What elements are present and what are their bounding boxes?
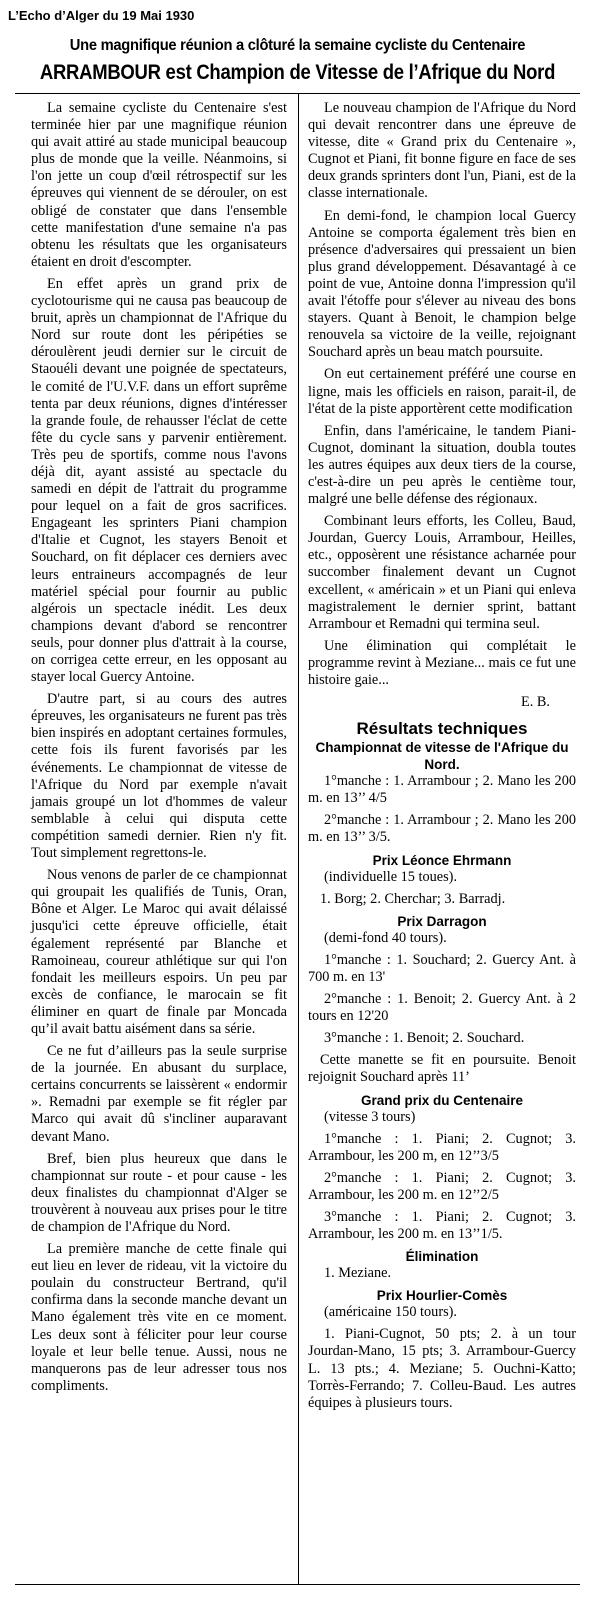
results-section-heading: Grand prix du Centenaire (360, 1092, 524, 1108)
article-paragraph: La semaine cycliste du Centenaire s'est terminée hier par une magnifique réunion qui avait attiré au stade municipal beaucoup plus de monde que la veille. Néanmoins, si l'on jette un coup d'œil rétrospectif sur les épreuves qui viennent de se dérouler, on est obligé de constater que dans l'ensemble cette manifestation d'une semaine n'a pas obtenu les résultats que les organisateurs étaient en droit d'escompter. (31, 100, 287, 270)
results-section-heading: Prix Hourlier-Comès (376, 1288, 508, 1304)
results-line: (américaine 150 tours). (324, 1304, 457, 1321)
article-paragraph: Le nouveau champion de l'Afrique du Nord qui devait rencontrer dans une épreuve de vitesse, dite « Grand prix du Centenaire », Cugnot et Piani, fit bonne figure en face de ses deux grands sprinters dont l'un, Piani, est de la classe internationale. (308, 100, 576, 202)
results-line: 3°manche : 1. Benoit; 2. Souchard. (324, 1030, 525, 1047)
article-paragraph: En demi-fond, le champion local Guercy Antoine se comporta également très bien en présence d'adversaires qui pressaient un bien plus grand développement. Désavantagé à ce point de vue, Antoine donna l'impression qu'il avait l'étoffe pour s'élever au niveau des bons stayers. Quant à Benoit, le champion belge renouvela sa victoire de la veille, rejoignant Souchard après un beau match poursuite. (308, 207, 576, 361)
article-paragraph: Nous venons de parler de ce championnat qui groupait les qualifiés de Tunis, Oran, Bône et Alger. Le Maroc qui avait délaissé jusqu'ici cette épreuve officielle, était également représenté par Blanche et Ramoineau, coureur athlétique sur qui l'on fondait les meilleurs espoirs. Un peu par excès de confiance, le marocain se fit éliminer en quart de finale par Moncada qu’il avait battu aisément dans sa série. (31, 867, 287, 1037)
results-section-heading: Prix Darragon (397, 913, 487, 929)
results-line: 1°manche : 1. Arrambour ; 2. Mano les 200 m. en 13’’ 4/5 (308, 773, 576, 807)
results-section-heading: Prix Léonce Ehrmann (372, 852, 512, 868)
left-column (31, 100, 287, 1400)
right-column (308, 100, 576, 1417)
results-line: 1. Meziane. (324, 1265, 392, 1282)
results-line: 2°manche : 1. Arrambour ; 2. Mano les 200 m. en 13’’ 3/5. (308, 812, 576, 846)
results-line: 2°manche : 1. Benoit; 2. Guercy Ant. à 2 tours en 12'20 (308, 991, 576, 1025)
source-line: L’Echo d’Alger du 19 Mai 1930 (8, 8, 195, 23)
results-title: Résultats techniques (356, 719, 528, 739)
results-line: Cette manette se fit en poursuite. Benoit rejoignit Souchard après 11’ (308, 1052, 576, 1086)
article-paragraph: En effet après un grand prix de cyclotourisme qui ne causa pas beaucoup de bruit, après un championnat de l'Afrique du Nord sur route dont les péripéties se déroulèrent jeudi dernier sur le circuit de Staouéli devant une poignée de spectateurs, le comité de l'U.V.F. dans un effort suprême tenta par deux réunions, dignes d'intéresser la grande foule, de rehausser l'éclat de cette fête du cycle sans y parvenir entièrement. Très peu de sportifs, comme nous l'avons déjà dit, ayant assisté au spectacle du samedi en dépit de l'attrait du programme pour lequel on a fait de gros sacrifices. Engageant les sprinters Piani champion d'Italie et Cugnot, les stayers Benoit et Souchard, on fit déplacer ces derniers avec leurs entraineurs accompagnés de leur matériel spécial pour fournir au public algérois un spectacle inédit. Les deux champions devant d'abord se rencontrer seuls, pour donner plus d'attrait à la course, on corrigea cette erreur, en les opposant au stayer local Guercy Antoine. (31, 275, 287, 686)
subheadline: Une magnifique réunion a clôturé la semaine cycliste du Centenaire (69, 37, 526, 54)
results-line: (vitesse 3 tours) (324, 1108, 416, 1125)
results-line: 1°manche : 1. Piani; 2. Cugnot; 3. Arrambour, les 200 m, en 12’’3/5 (308, 1130, 576, 1164)
article-paragraph: Ce ne fut d’ailleurs pas la seule surprise de la journée. En abusant du surplace, certains concurrents se laissèrent « endormir ». Remadni par exemple se fit régler par Marco qui avait dû s'incliner auparavant devant Mano. (31, 1043, 287, 1145)
results-section-heading: Championnat de vitesse de l'Afrique du Nord. (315, 740, 569, 773)
article-paragraph: Enfin, dans l'américaine, le tandem Piani-Cugnot, dominant la situation, doubla toutes les autres équipes aux deux tiers de la course, c'est-à-dire un peu après le centième tour, malgré une belle défense des régionaux. (308, 422, 576, 508)
article-paragraph: Combinant leurs efforts, les Colleu, Baud, Jourdan, Guercy Louis, Arrambour, Heilles, etc., opposèrent une résistance acharnée pour succomber finalement devant un Cugnot excellent, « américain » et un Piani qui enleva magistralement le dernier sprint, battant Arrambour et Remadni qui termina seul. (308, 513, 576, 632)
results-line: 1°manche : 1. Souchard; 2. Guercy Ant. à 700 m. en 13' (308, 951, 576, 985)
results-line: 3°manche : 1. Piani; 2. Cugnot; 3. Arrambour, les 200 m. en 13’’1/5. (308, 1208, 576, 1243)
results-line: (demi-fond 40 tours). (324, 929, 447, 946)
article-paragraph: Bref, bien plus heureux que dans le championnat sur route - et pour cause - les deux finalistes du championnat d'Alger se trouvèrent à nouveau aux prises pour le titre de champion de l'Afrique du Nord. (31, 1150, 287, 1235)
author-signature: E. B. (521, 694, 550, 711)
results-line: 2°manche : 1. Piani; 2. Cugnot; 3. Arrambour, les 200 m. en 12’’2/5 (308, 1169, 576, 1203)
bottom-rule (15, 1584, 580, 1585)
results-line: 1. Piani-Cugnot, 50 pts; 2. à un tour Jourdan-Mano, 15 pts; 3. Arrambour-Guercy L. 13 pts.; 4. Meziane; 5. Ouchni-Katto; Torrès-Ferrando; 7. Colleu-Baud. Les autres équipes à plusieurs tours. (308, 1326, 576, 1411)
headline: ARRAMBOUR est Champion de Vitesse de l’Afrique du Nord (39, 61, 556, 84)
results-line: (individuelle 15 toues). (324, 868, 458, 885)
article-paragraph: La première manche de cette finale qui eut lieu en lever de rideau, vit la victoire du poulain du constructeur Bertrand, qu'il confirma dans la seconde manche devant un Mano également très vite en ce moment. Les deux sont à féliciter pour leur course loyale et leur belle tenue. Aussi, nous ne manquerons pas de leur adresser tous nos compliments. (31, 1241, 287, 1394)
article-paragraph: Une élimination qui complétait le programme revint à Meziane... mais ce fut une histoire gaie... (308, 637, 576, 688)
article-paragraph: D'autre part, si au cours des autres épreuves, les organisateurs ne furent pas très bien inspirés en adoptant certaines formules, cette fois ils furent favorisés par les événements. Le championnat de vitesse de l'Afrique du Nord par exemple n'avait jamais groupé un lot d'hommes de valeur semblable à celui qui disputa cette compétition samedi dernier. Rien n'y fit. Tout simplement regrettons-le. (31, 691, 287, 862)
article-paragraph: On eut certainement préféré une course en ligne, mais les officiels en raison, parait-il, de l'état de la piste apportèrent cette modification (308, 366, 576, 417)
results-section-heading: Élimination (405, 1249, 479, 1265)
results-line: 1. Borg; 2. Cherchar; 3. Barradj. (320, 890, 506, 907)
column-divider (298, 94, 299, 1584)
